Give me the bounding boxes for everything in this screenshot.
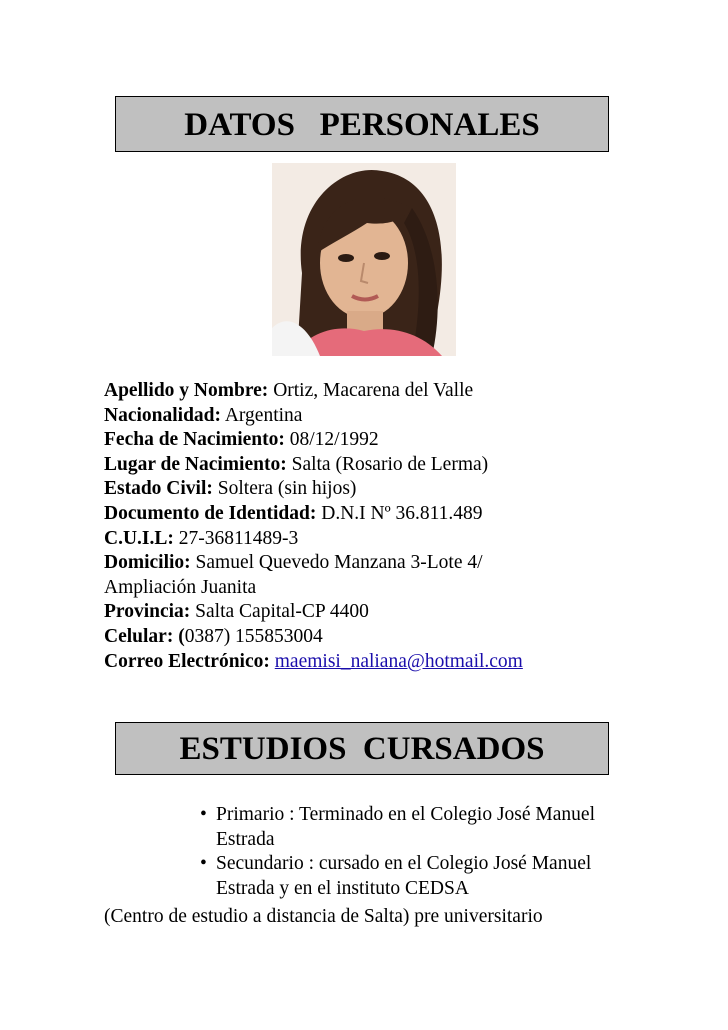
portrait-photo	[272, 163, 456, 356]
info-value: Samuel Quevedo Manzana 3-Lote 4/ Ampliación Juanita	[104, 552, 483, 598]
info-label: Fecha de Nacimiento:	[104, 429, 285, 451]
study-item-text: Primario : Terminado en el Colegio José Manuel Estrada	[216, 804, 595, 850]
info-label: Lugar de Nacimiento:	[104, 453, 287, 475]
info-row-phone	[104, 625, 624, 650]
info-label: Correo Electrónico:	[104, 650, 270, 672]
studies-continuation: (Centro de estudio a distancia de Salta) pre universitario	[104, 906, 543, 927]
info-value: Salta (Rosario de Lerma)	[286, 453, 489, 475]
study-item-text: Secundario : cursado en el Colegio José Manuel Estrada y en el instituto CEDSA	[216, 853, 592, 899]
info-label: Provincia:	[104, 601, 191, 623]
info-row-address	[104, 551, 549, 600]
list-item	[104, 803, 596, 852]
info-row-name	[104, 379, 624, 404]
info-value: 08/12/1992	[284, 429, 379, 451]
portrait-photo-icon	[272, 163, 456, 356]
personal-info-list	[104, 379, 624, 674]
bullet-icon: •	[200, 804, 207, 825]
info-label: Celular: (	[104, 625, 185, 647]
info-row-marital-status	[104, 477, 624, 502]
info-label: C.U.I.L:	[104, 527, 174, 549]
info-label: Nacionalidad:	[104, 404, 222, 426]
info-value: Soltera (sin hijos)	[212, 478, 357, 500]
info-value: Salta Capital-CP 4400	[190, 601, 369, 623]
personal-data-heading: DATOS PERSONALES	[115, 96, 609, 152]
info-value: Argentina	[221, 404, 303, 426]
info-value: D.N.I Nº 36.811.489	[316, 502, 483, 524]
info-row-id-document	[104, 502, 624, 527]
info-row-nationality	[104, 404, 624, 429]
studies-list	[104, 803, 624, 901]
info-row-birth-date	[104, 428, 624, 453]
info-row-province	[104, 600, 624, 625]
email-link[interactable]: maemisi_naliana@hotmail.com	[274, 650, 523, 672]
list-item	[104, 852, 596, 901]
info-value: 27-36811489-3	[173, 527, 299, 549]
info-label: Apellido y Nombre:	[104, 380, 269, 401]
info-value: Ortiz, Macarena del Valle	[268, 380, 474, 401]
info-row-cuil	[104, 527, 624, 552]
studies-heading: ESTUDIOS CURSADOS	[115, 722, 609, 775]
info-row-email	[104, 650, 624, 675]
info-label: Documento de Identidad:	[104, 502, 317, 524]
info-label: Estado Civil:	[104, 478, 213, 500]
bullet-icon: •	[200, 853, 207, 875]
info-value: 0387) 155853004	[184, 625, 323, 647]
info-row-birth-place	[104, 453, 624, 478]
info-label: Domicilio:	[104, 552, 191, 574]
